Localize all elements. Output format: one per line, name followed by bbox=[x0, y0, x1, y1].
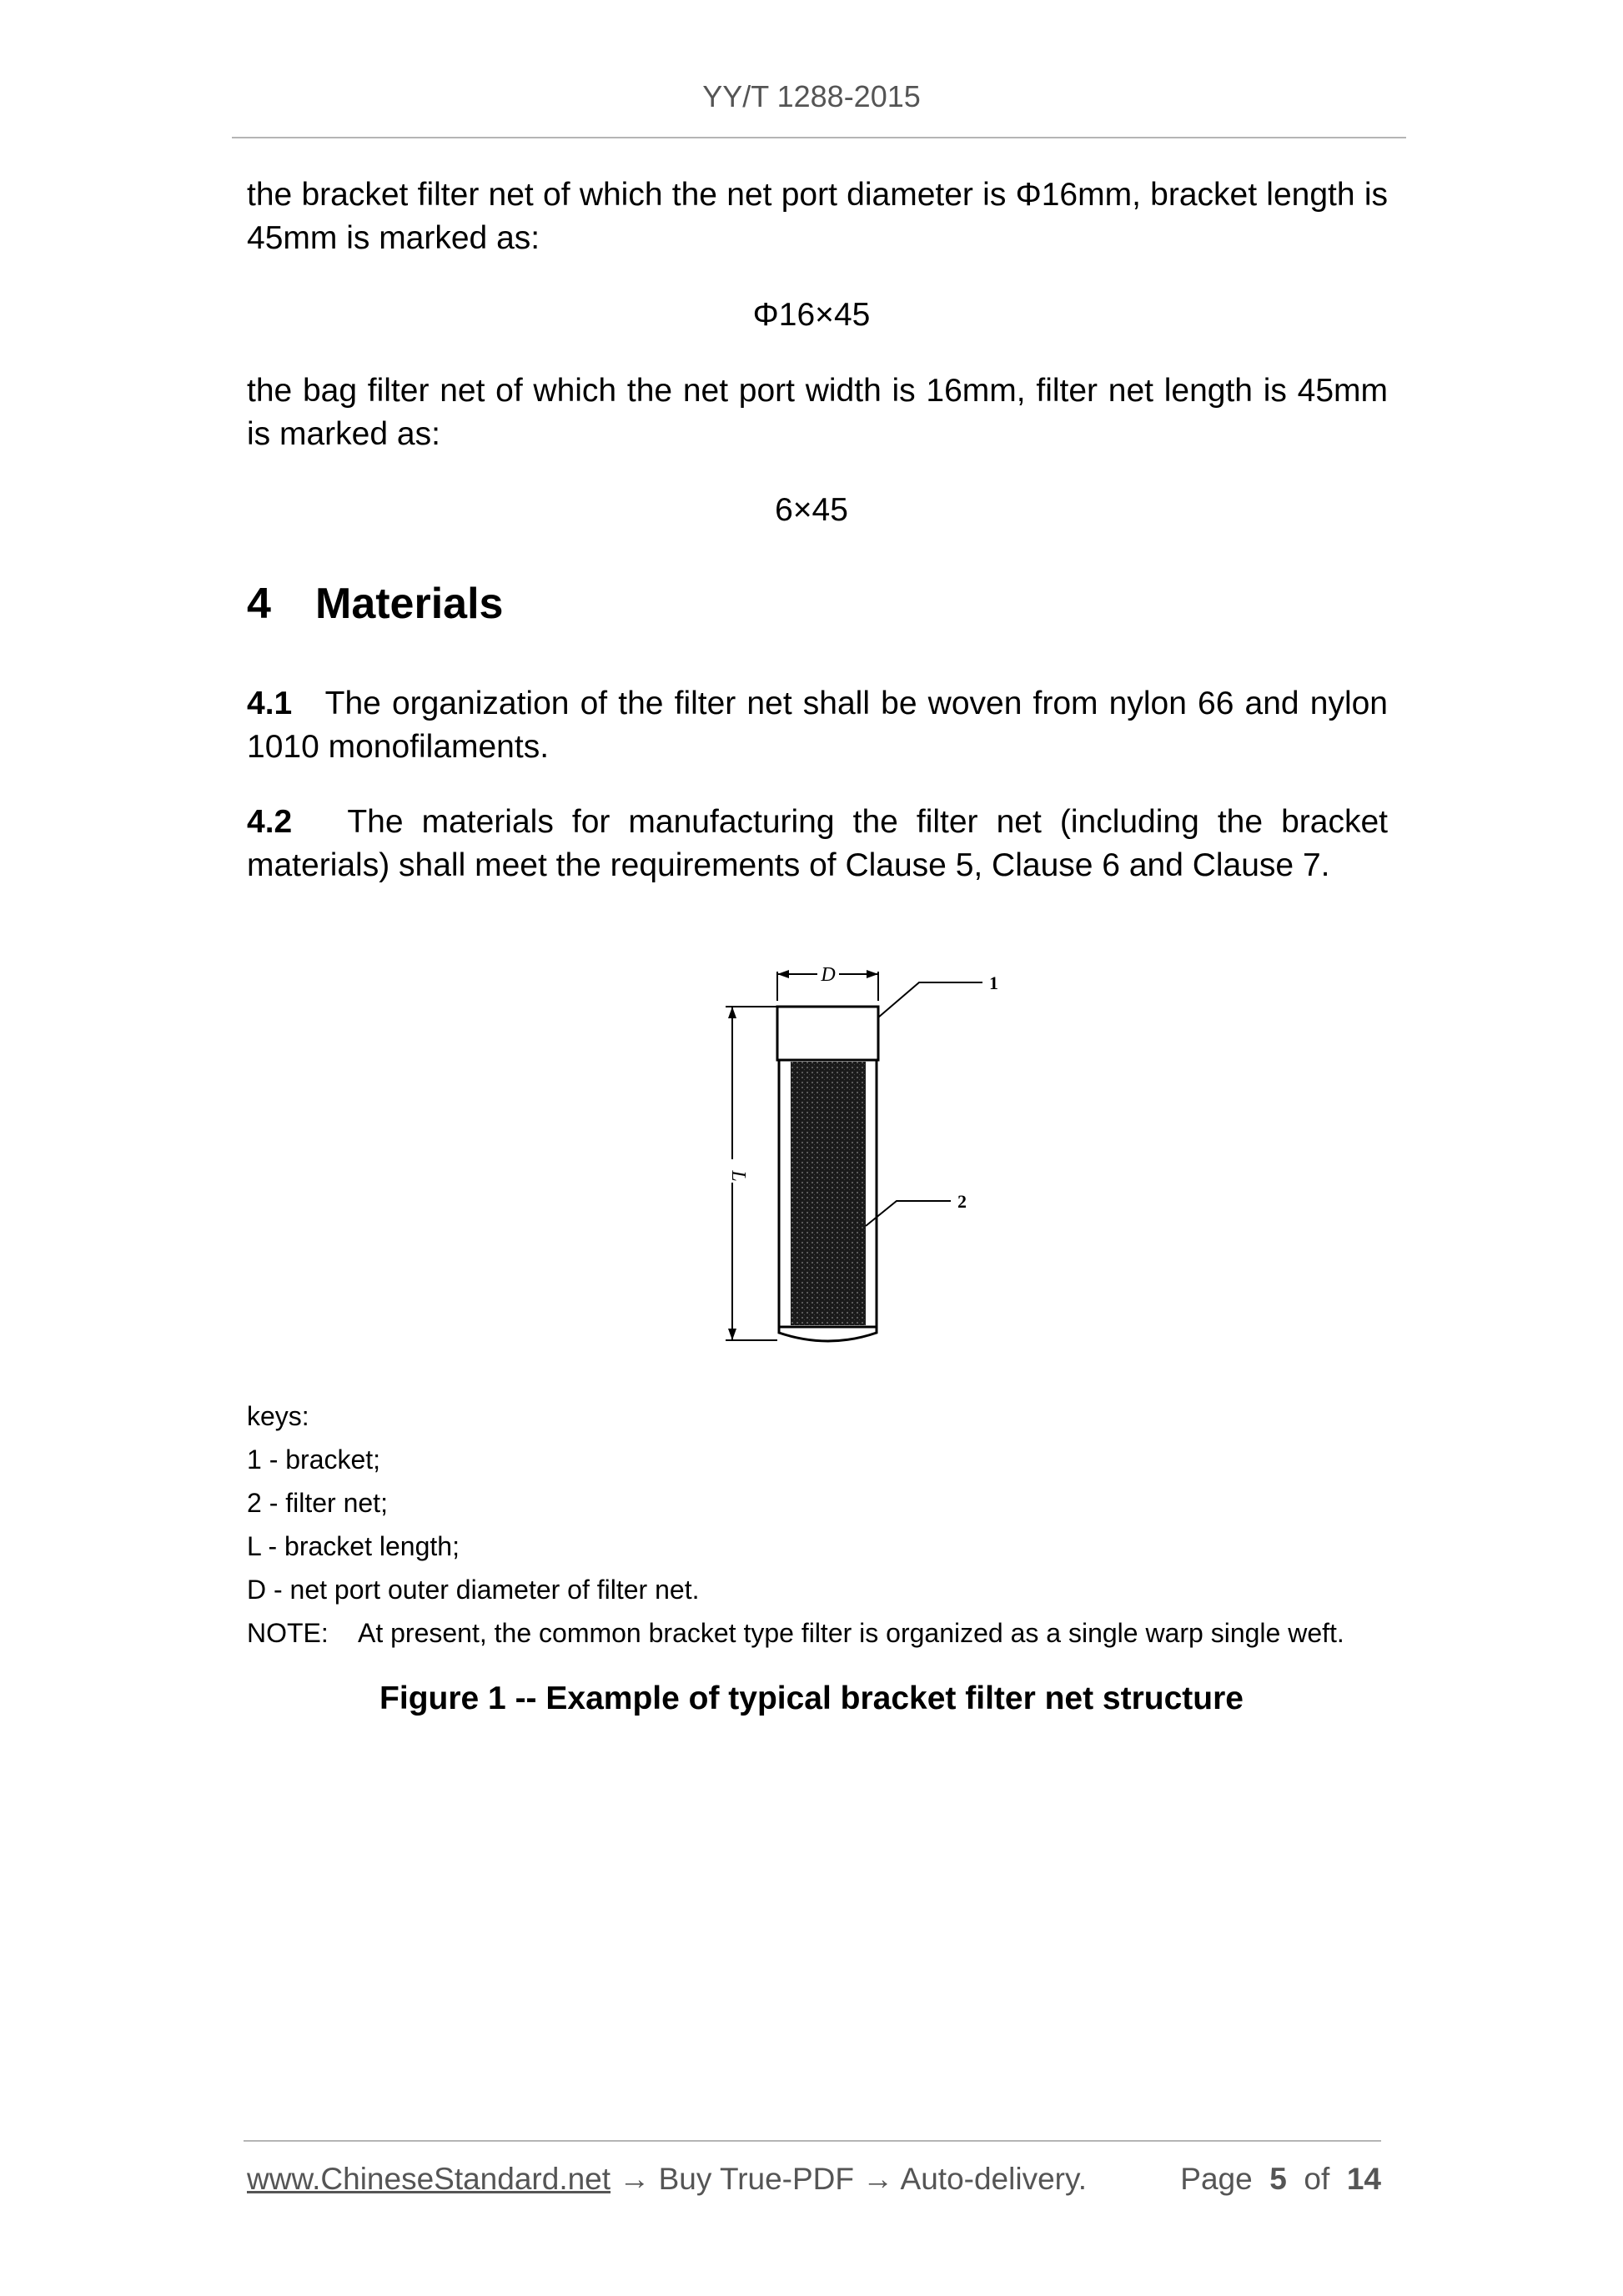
bracket-marking-paragraph: the bracket filter net of which the net port diameter is Φ16mm, bracket length is 45mm is marked as: bbox=[247, 177, 1388, 256]
clause-text: The materials for manufacturing the filter net (including the bracket materials) shall meet the requirements of Clause 5, Clause 6 and Clause 7. bbox=[247, 804, 1388, 883]
clause-4-1 bbox=[247, 682, 1388, 769]
page-number bbox=[1180, 2162, 1381, 2197]
note-text: At present, the common bracket type filter is organized as a single warp single weft. bbox=[358, 1618, 1344, 1648]
buy-text: Buy True-PDF bbox=[658, 2162, 855, 2196]
key-item: L - bracket length; bbox=[247, 1531, 460, 1561]
clause-number: 4.1 bbox=[247, 686, 293, 721]
bag-marking-paragraph: the bag filter net of which the net port width is 16mm, filter net length is 45mm is marked as: bbox=[247, 373, 1388, 452]
key-item: 1 - bracket; bbox=[247, 1444, 381, 1475]
arrow-icon: → bbox=[862, 2162, 894, 2196]
label-l: L bbox=[727, 1170, 749, 1182]
clause-number: 4.2 bbox=[247, 804, 293, 840]
section-title: Materials bbox=[315, 580, 504, 628]
length-dimension bbox=[726, 1007, 777, 1340]
current-page: 5 bbox=[1269, 2162, 1287, 2196]
figure-note bbox=[247, 1611, 1344, 1655]
bracket-bottom bbox=[779, 1327, 877, 1341]
of-word: of bbox=[1304, 2162, 1330, 2196]
document-id-header: YY/T 1288-2015 bbox=[702, 79, 921, 113]
footer-divider bbox=[244, 2140, 1381, 2142]
bracket-marking-example: Φ16×45 bbox=[752, 297, 871, 333]
section-heading-materials bbox=[247, 577, 503, 631]
arrow-icon: → bbox=[619, 2162, 651, 2196]
total-pages: 14 bbox=[1346, 2162, 1381, 2196]
keys-title: keys: bbox=[247, 1401, 309, 1431]
bag-marking-example: 6×45 bbox=[775, 492, 848, 528]
footer-promo bbox=[247, 2162, 1087, 2197]
page-word: Page bbox=[1180, 2162, 1253, 2196]
header-divider bbox=[232, 137, 1406, 138]
key-item: D - net port outer diameter of filter net. bbox=[247, 1575, 700, 1605]
bracket-filter-net-figure bbox=[701, 951, 1018, 1359]
auto-delivery-text: Auto-delivery. bbox=[900, 2162, 1088, 2196]
clause-text: The organization of the filter net shall be woven from nylon 66 and nylon 1010 monofilaments. bbox=[247, 686, 1388, 765]
clause-4-2 bbox=[247, 801, 1388, 887]
figure-caption: Figure 1 -- Example of typical bracket filter net structure bbox=[379, 1681, 1244, 1716]
chinesestandard-link[interactable]: www.ChineseStandard.net bbox=[247, 2162, 611, 2196]
callout-2-label: 2 bbox=[957, 1191, 967, 1212]
filter-net-mesh bbox=[791, 1062, 866, 1325]
callout-1-leader bbox=[878, 982, 982, 1017]
diameter-dimension bbox=[777, 964, 878, 1001]
figure-keys bbox=[247, 1394, 1344, 1655]
callout-2-leader bbox=[866, 1201, 951, 1226]
key-item: 2 - filter net; bbox=[247, 1488, 388, 1518]
label-d: D bbox=[821, 964, 836, 986]
callout-1-label: 1 bbox=[989, 972, 998, 993]
section-number: 4 bbox=[247, 580, 271, 628]
bracket-cap bbox=[777, 1007, 878, 1060]
note-label: NOTE: bbox=[247, 1618, 329, 1648]
